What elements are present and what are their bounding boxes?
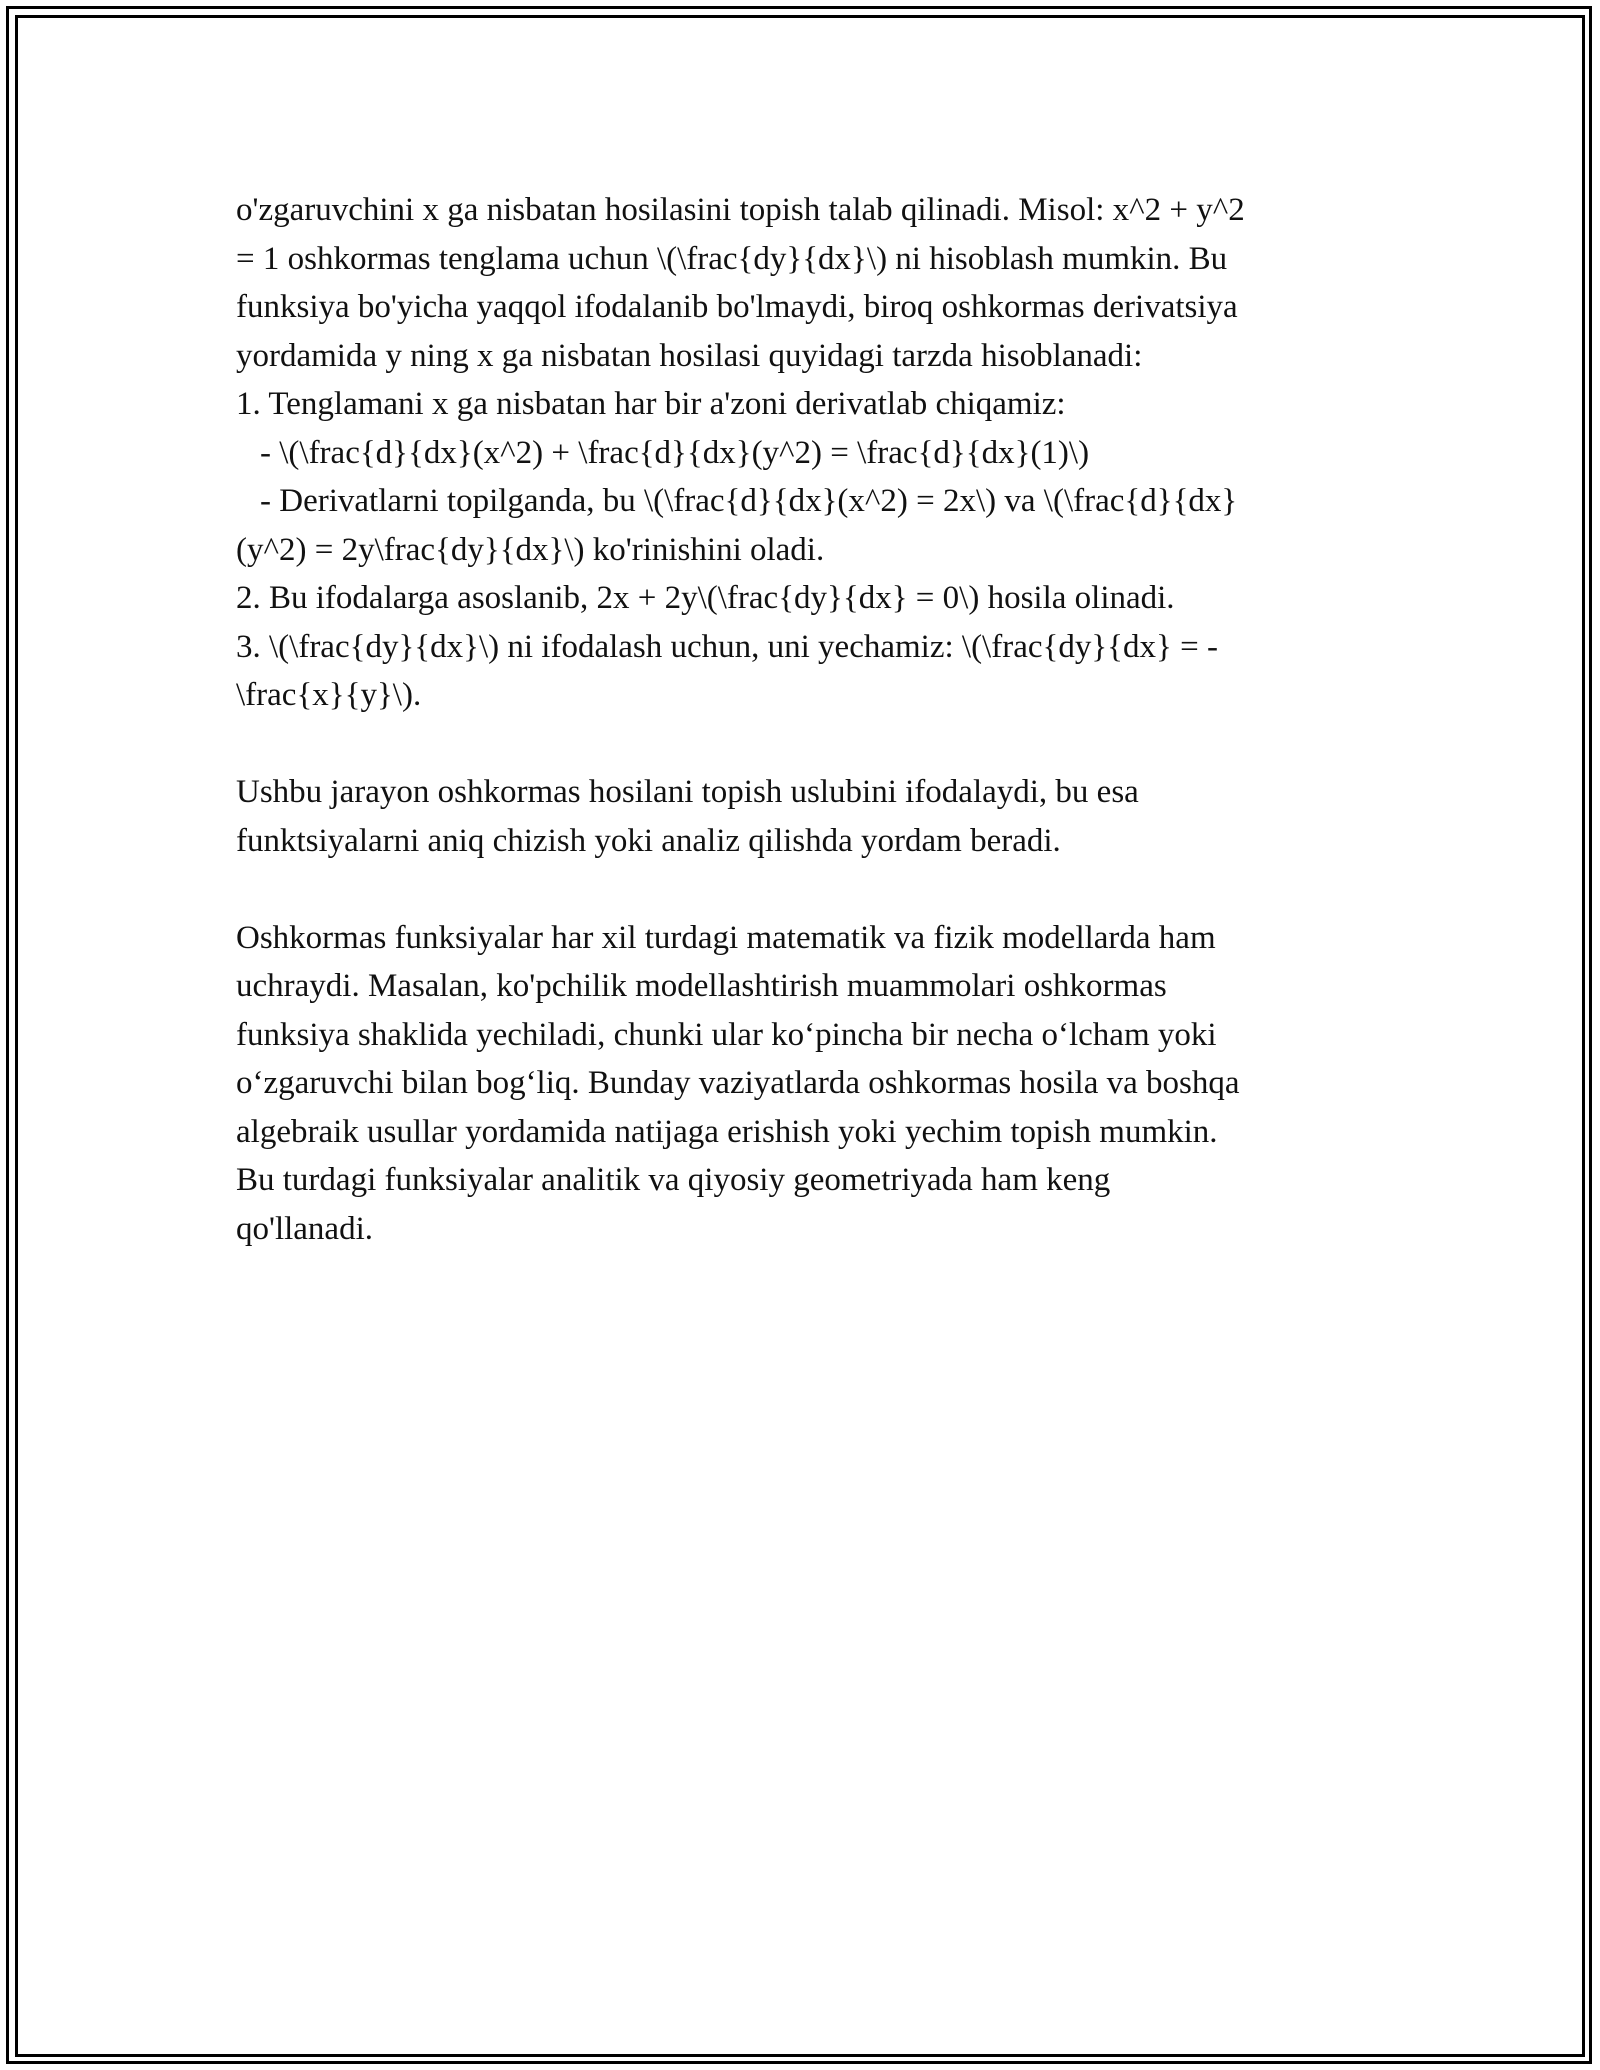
- text-line: Oshkormas funksiyalar har xil turdagi matematik va fizik modellarda ham: [236, 919, 1216, 956]
- paragraph-gap: [236, 720, 1376, 769]
- text-line: funksiya bo'yicha yaqqol ifodalanib bo'lmaydi, biroq oshkormas derivatsiya: [236, 289, 1238, 325]
- text-line: uchraydi. Masalan, ko'pchilik modellashtirish muammolari oshkormas: [236, 968, 1167, 1004]
- paragraph-3: [236, 914, 1376, 1254]
- text-line: Ushbu jarayon oshkormas hosilani topish uslubini ifodalaydi, bu esa: [236, 774, 1139, 810]
- text-line: algebraik usullar yordamida natijaga erishish yoki yechim topish mumkin.: [236, 1113, 1218, 1150]
- step-2: 2. Bu ifodalarga asoslanib, 2x + 2y\(\frac{dy}{dx} = 0\) hosila olinadi.: [236, 580, 1175, 616]
- paragraph-2: [236, 768, 1376, 865]
- paragraph-gap: [236, 865, 1376, 914]
- step-1-sub-1: - \(\frac{d}{dx}(x^2) + \frac{d}{dx}(y^2) = \frac{d}{dx}(1)\): [260, 434, 1090, 471]
- step-1-sub-2: - Derivatlarni topilganda, bu \(\frac{d}{dx}(x^2) = 2x\) va \(\frac{d}{dx}: [260, 483, 1238, 519]
- text-line: funksiya shaklida yechiladi, chunki ular ko‘pincha bir necha o‘lcham yoki: [236, 1016, 1217, 1053]
- text-line: o‘zgaruvchi bilan bog‘liq. Bunday vaziyatlarda oshkormas hosila va boshqa: [236, 1065, 1240, 1101]
- step-1: 1. Tenglamani x ga nisbatan har bir a'zoni derivatlab chiqamiz:: [236, 386, 1066, 422]
- document-body: [236, 186, 1376, 1253]
- step-1-sub-2-continuation: (y^2) = 2y\frac{dy}{dx}\) ko'rinishini oladi.: [236, 531, 825, 568]
- text-line: o'zgaruvchini x ga nisbatan hosilasini topish talab qilinadi. Misol: x^2 + y^2: [236, 192, 1245, 228]
- text-line: = 1 oshkormas tenglama uchun \(\frac{dy}{dx}\) ni hisoblash mumkin. Bu: [236, 240, 1228, 277]
- intro-paragraph: [236, 186, 1376, 380]
- step-3: 3. \(\frac{dy}{dx}\) ni ifodalash uchun, uni yechamiz: \(\frac{dy}{dx} = -: [236, 628, 1218, 665]
- step-3-continuation: \frac{x}{y}\).: [236, 677, 422, 713]
- text-line: yordamida y ning x ga nisbatan hosilasi quyidagi tarzda hisoblanadi:: [236, 337, 1143, 374]
- text-line: funktsiyalarni aniq chizish yoki analiz qilishda yordam beradi.: [236, 822, 1061, 859]
- text-line: Bu turdagi funksiyalar analitik va qiyosiy geometriyada ham keng: [236, 1162, 1111, 1198]
- steps-list: [236, 380, 1376, 720]
- text-line: qo'llanadi.: [236, 1210, 373, 1247]
